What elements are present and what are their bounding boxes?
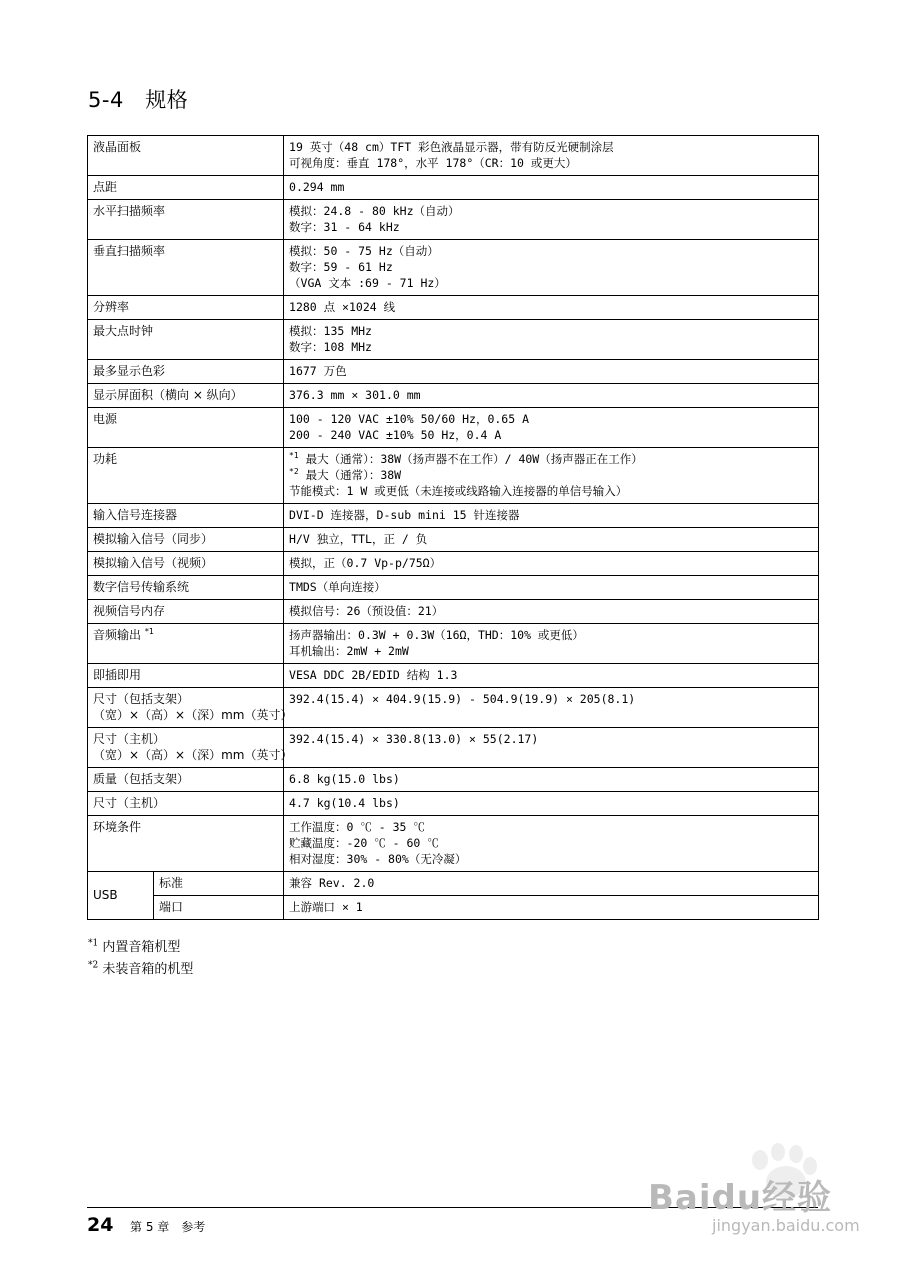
table-row [88,728,819,768]
spec-key: 最大点时钟 [88,320,284,360]
spec-value: 392.4(15.4) × 330.8(13.0) × 55(2.17) [284,728,819,768]
table-row [88,408,819,448]
table-row [88,768,819,792]
usb-port-key: 端口 [154,896,284,920]
spec-value: 模拟信号：26（预设值：21） [284,600,819,624]
table-row [88,504,819,528]
spec-value: TMDS（单向连接） [284,576,819,600]
spec-value: 100 - 120 VAC ±10% 50/60 Hz，0.65 A 200 - 240 VAC ±10% 50 Hz，0.4 A [284,408,819,448]
spec-value: 模拟，正（0.7 Vp-p/75Ω） [284,552,819,576]
spec-value: 模拟：24.8 - 80 kHz（自动） 数字：31 - 64 kHz [284,200,819,240]
table-row [88,296,819,320]
usb-standard-value: 兼容 Rev. 2.0 [284,872,819,896]
spec-value: VESA DDC 2B/EDID 结构 1.3 [284,664,819,688]
table-row [88,200,819,240]
footnotes [88,937,193,981]
table-row [88,136,819,176]
spec-value: $^{*1}$ 最大（通常）：38W（扬声器不在工作）/ 40W（扬声器正在工作） $^{*2}$ 最大（通常）：38W 节能模式：1 W 或更低（未连接或线路输入连接器的单信号输入） [284,448,819,504]
table-row [88,872,819,896]
spec-value: 模拟：135 MHz 数字：108 MHz [284,320,819,360]
table-row [88,360,819,384]
spec-key: 功耗 [88,448,284,504]
table-row [88,240,819,296]
chapter-label: 第 5 章 参考 [130,1220,206,1234]
spec-table-body [88,136,819,920]
table-row [88,664,819,688]
spec-key: 数字信号传输系统 [88,576,284,600]
table-row [88,816,819,872]
spec-key: 垂直扫描频率 [88,240,284,296]
usb-standard-key: 标准 [154,872,284,896]
spec-key: 最多显示色彩 [88,360,284,384]
table-row [88,448,819,504]
spec-key: 模拟输入信号（同步） [88,528,284,552]
spec-value: 1280 点 ×1024 线 [284,296,819,320]
spec-key: 分辨率 [88,296,284,320]
spec-value: 扬声器输出：0.3W + 0.3W（16Ω，THD：10% 或更低） 耳机输出：2mW + 2mW [284,624,819,664]
table-row [88,552,819,576]
table-row [88,600,819,624]
spec-value: 模拟：50 - 75 Hz（自动） 数字：59 - 61 Hz （VGA 文本 :69 - 71 Hz） [284,240,819,296]
footnote: $^{*1}$ 内置音箱机型 [88,938,181,955]
spec-value: H/V 独立，TTL，正 / 负 [284,528,819,552]
spec-key: 显示屏面积（横向 × 纵向） [88,384,284,408]
spec-key: 水平扫描频率 [88,200,284,240]
table-row [88,528,819,552]
spec-value: 4.7 kg(10.4 lbs) [284,792,819,816]
table-row [88,896,819,920]
table-row [88,576,819,600]
spec-key: 模拟输入信号（视频） [88,552,284,576]
page-number: 24 [87,1214,114,1236]
spec-value: DVI-D 连接器，D-sub mini 15 针连接器 [284,504,819,528]
table-row [88,688,819,728]
watermark-brand: Baidu经验 [648,1178,833,1218]
spec-value: 6.8 kg(15.0 lbs) [284,768,819,792]
spec-key: 尺寸（主机） （宽）×（高）×（深）mm（英寸） [88,728,284,768]
table-row [88,384,819,408]
table-row [88,320,819,360]
spec-key: 电源 [88,408,284,448]
spec-key: 液晶面板 [88,136,284,176]
spec-key: 点距 [88,176,284,200]
table-row [88,624,819,664]
spec-value: 392.4(15.4) × 404.9(15.9) - 504.9(19.9) × 205(8.1) [284,688,819,728]
spec-key: 音频输出 $^{*1}$ [88,624,284,664]
spec-value: 1677 万色 [284,360,819,384]
usb-label: USB [88,872,154,920]
spec-key: 质量（包括支架） [88,768,284,792]
spec-value: 19 英寸（48 cm）TFT 彩色液晶显示器，带有防反光硬制涂层 可视角度：垂直 178°，水平 178°（CR：10 或更大） [284,136,819,176]
spec-key: 尺寸（包括支架） （宽）×（高）×（深）mm（英寸） [88,688,284,728]
spec-table [87,135,819,920]
spec-value: 工作温度：0 ℃ - 35 ℃ 贮藏温度：-20 ℃ - 60 ℃ 相对湿度：30% - 80%（无冷凝） [284,816,819,872]
spec-key: 即插即用 [88,664,284,688]
footnote: $^{*2}$ 未装音箱的机型 [88,960,194,977]
spec-value: 0.294 mm [284,176,819,200]
page-title: 5-4 规格 [88,88,189,112]
usb-port-value: 上游端口 × 1 [284,896,819,920]
spec-key: 尺寸（主机） [88,792,284,816]
spec-key: 环境条件 [88,816,284,872]
watermark-url: jingyan.baidu.com [712,1216,860,1235]
table-row [88,792,819,816]
table-row [88,176,819,200]
spec-key: 视频信号内存 [88,600,284,624]
spec-value: 376.3 mm × 301.0 mm [284,384,819,408]
spec-key: 输入信号连接器 [88,504,284,528]
